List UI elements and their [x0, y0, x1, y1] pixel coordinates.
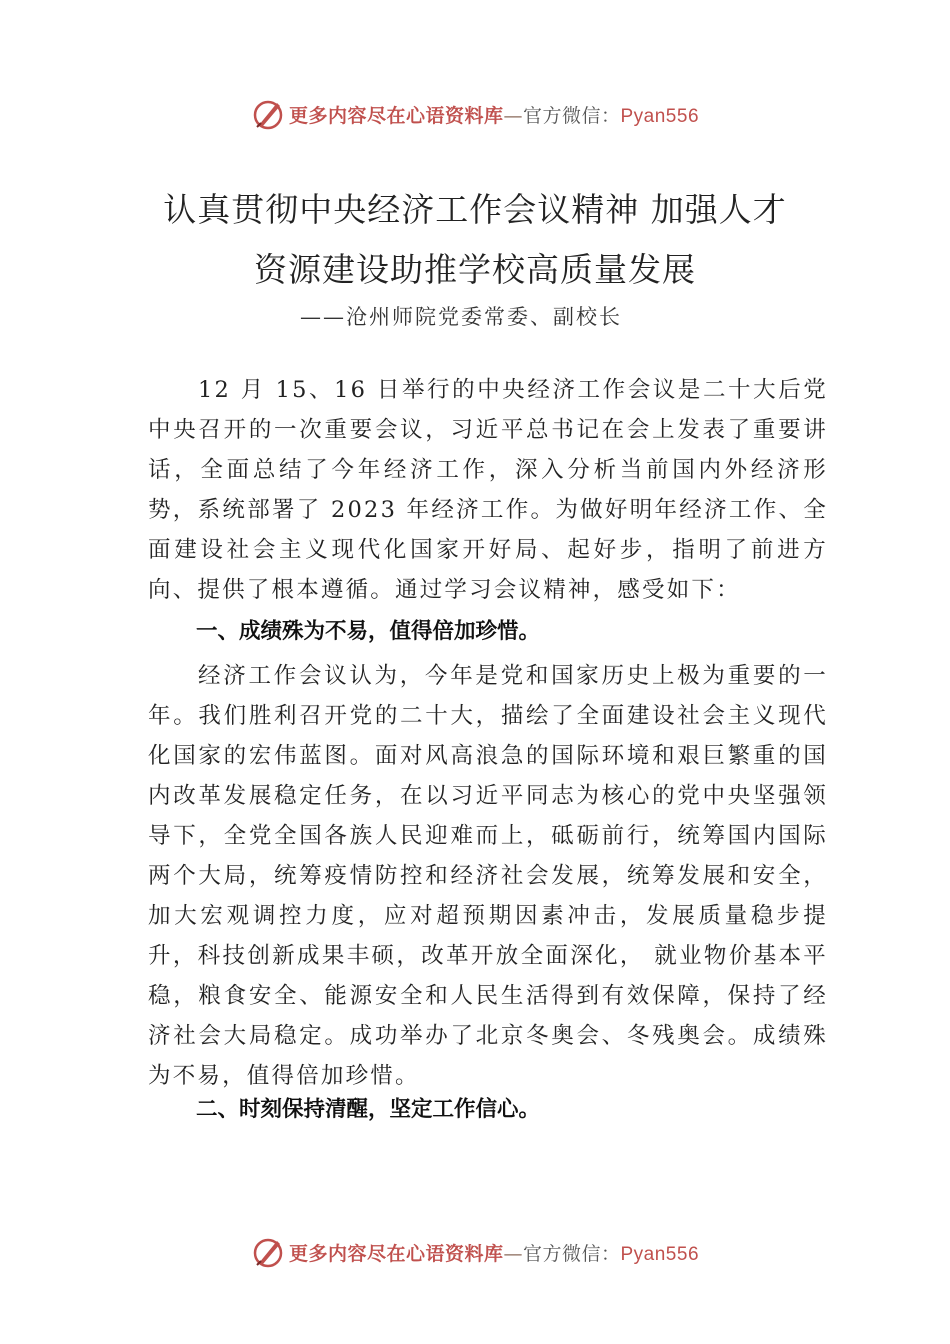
banner-wechat-id: Pyan556 — [620, 105, 700, 127]
document-title-line1: 认真贯彻中央经济工作会议精神 加强人才 — [163, 190, 787, 229]
banner-wechat-label: 官方微信： — [522, 104, 621, 127]
document-subtitle: ——沧州师院党委常委、副校长 — [300, 305, 622, 329]
quill-logo-icon — [251, 1235, 285, 1269]
quill-logo-icon — [251, 97, 285, 131]
watermark-banner-top — [0, 94, 950, 134]
banner-text — [289, 1239, 699, 1266]
document-title-line2: 资源建设助推学校高质量发展 — [254, 250, 696, 289]
banner-wechat-label: 官方微信： — [522, 1242, 621, 1265]
banner-brand: 更多内容尽在心语资料库 — [288, 1242, 504, 1265]
banner-dash: — — [503, 104, 523, 127]
banner-dash: — — [503, 1242, 523, 1265]
paragraph-intro: 12 月 15、16 日举行的中央经济工作会议是二十大后党中央召开的一次重要会议，习近平总书记在会上发表了重要讲话，全面总结了今年经济工作，深入分析当前国内外经济形势，系统部署了 2023 年经济工作。为做好明年经济工作、全面建设社会主义现代化国家开好局、起好步，指明了前进方向、提供了根本遵循。通过学习会议精神，感受如下： — [148, 377, 828, 603]
banner-brand: 更多内容尽在心语资料库 — [288, 104, 504, 127]
banner-text — [289, 101, 699, 128]
section-heading-1: 一、成绩殊为不易，值得倍加珍惜。 — [196, 619, 541, 644]
watermark-banner-bottom — [0, 1232, 950, 1272]
paragraph-achievements: 经济工作会议认为，今年是党和国家历史上极为重要的一年。我们胜利召开党的二十大，描绘了全面建设社会主义现代化国家的宏伟蓝图。面对风高浪急的国际环境和艰巨繁重的国内改革发展稳定任务，在以习近平同志为核心的党中央坚强领导下，全党全国各族人民迎难而上，砥砺前行，统筹国内国际两个大局，统筹疫情防控和经济社会发展，统筹发展和安全，加大宏观调控力度，应对超预期因素冲击，发展质量稳步提升，科技创新成果丰硕，改革开放全面深化， 就业物价基本平稳，粮食安全、能源安全和人民生活得到有效保障，保持了经济社会大局稳定。成功举办了北京冬奥会、冬残奥会。成绩殊为不易，值得倍加珍惜。 — [148, 663, 828, 1089]
section-heading-2: 二、时刻保持清醒，坚定工作信心。 — [196, 1097, 541, 1122]
banner-wechat-id: Pyan556 — [620, 1243, 700, 1265]
